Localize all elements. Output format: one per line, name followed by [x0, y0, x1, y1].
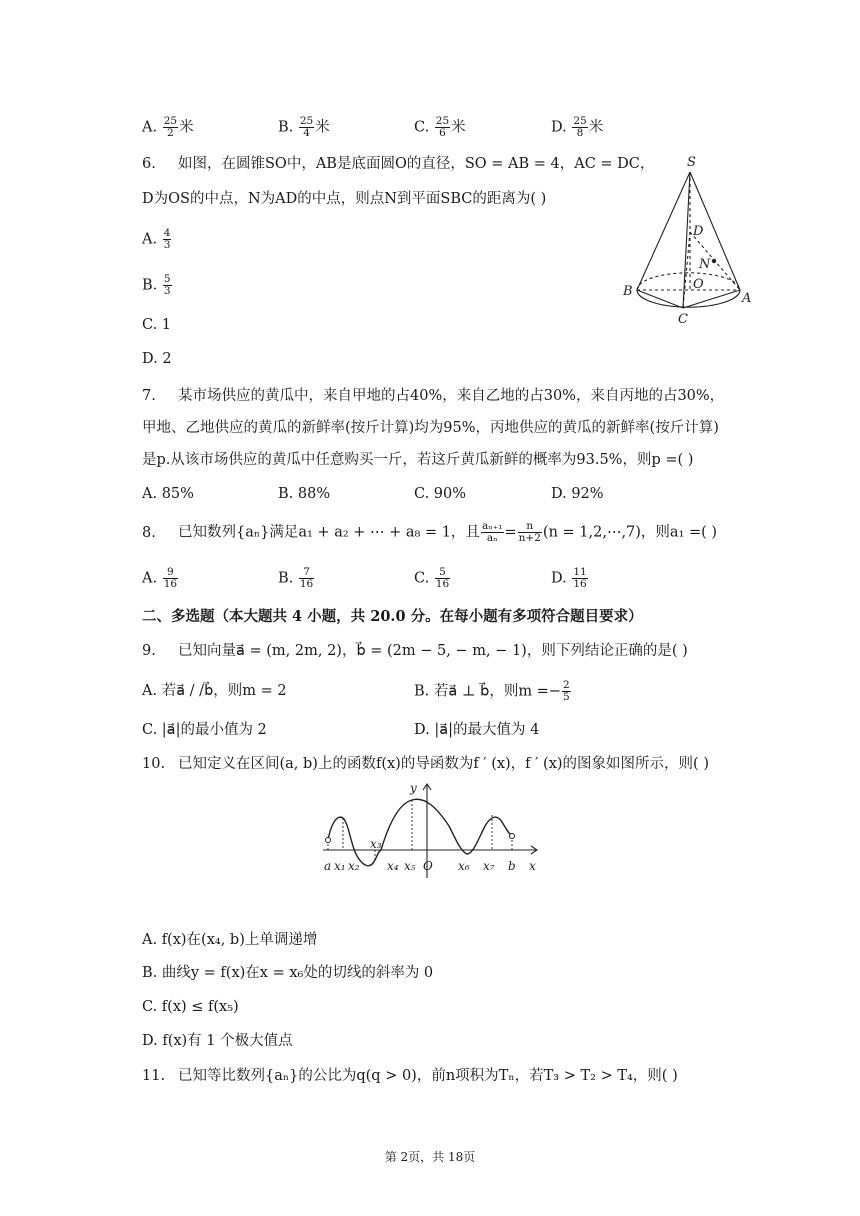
- q6-option-b: B. $\frac{5}{3}$: [142, 273, 171, 297]
- label-o: O: [423, 859, 433, 873]
- q6-line1: 6. 如图，在圆锥SO中，AB是底面圆O的直径，SO = AB = 4，AC = DC，: [142, 156, 655, 172]
- q10-option-d: D. f(x)有 1 个极大值点: [142, 1033, 293, 1049]
- q8-option-c: C. $\frac{5}{16}$: [414, 566, 450, 590]
- label-x2: x₂: [348, 859, 360, 873]
- base-back: [637, 273, 740, 290]
- label-x3: x₃: [370, 837, 382, 851]
- label-a: A: [742, 291, 752, 306]
- q9-option-b: B. 若a⃗ ⊥ b⃗，则m =− $\frac{2}{5}$: [414, 679, 570, 703]
- q10-option-b: B. 曲线y = f(x)在x = x₆处的切线的斜率为 0: [142, 965, 434, 981]
- q9-stem: 9. 已知向量a⃗ = (m, 2m, 2)，b⃗ = (2m − 5, − m, − 1)，则下列结论正确的是( ): [142, 643, 688, 659]
- q8-stem: 8. 已知数列{aₙ}满足a₁ + a₂ + ⋯ + a₈ = 1，且 $\frac{\text{aₙ₊₁}}{\text{aₙ}}$ = $\frac{n}{n+2}$ (n = 1,2,⋯,7)，则a₁ =( ): [142, 520, 718, 544]
- label-n: N: [699, 257, 711, 272]
- q5-option-d: D. $\frac{25}{8}$ 米: [551, 115, 604, 139]
- q6-option-d: D. 2: [142, 351, 172, 367]
- label-x1: x₁: [334, 859, 346, 873]
- label-x: x: [529, 859, 536, 873]
- q9-option-a: A. 若a⃗ / /b⃗，则m = 2: [142, 683, 287, 699]
- q8-option-a: A. $\frac{9}{16}$: [142, 566, 178, 590]
- label-b: B: [623, 284, 633, 299]
- label-y: y: [410, 781, 417, 795]
- base-front: [637, 290, 740, 307]
- q8-option-d: D. $\frac{11}{16}$: [551, 566, 587, 590]
- q10-option-c: C. f(x) ≤ f(x₅): [142, 999, 239, 1015]
- label-s: S: [687, 155, 696, 170]
- q9-option-d: D. |a⃗|的最大值为 4: [414, 722, 540, 738]
- q5-option-a: A. $\frac{25}{2}$ 米: [142, 115, 194, 139]
- q5-option-c: C. $\frac{25}{6}$ 米: [414, 115, 466, 139]
- question-11: 11. 已知等比数列{aₙ}的公比为q(q > 0)，前n项积为Tₙ，若T₃ > T₂ > T₄，则( ): [142, 1068, 678, 1084]
- q7-option-c: C. 90%: [414, 486, 467, 502]
- label-c: C: [678, 312, 688, 325]
- q6-option-a: A. $\frac{4}{3}$: [142, 227, 171, 251]
- q9-option-c: C. |a⃗|的最小值为 2: [142, 722, 267, 738]
- cone-figure: [615, 150, 760, 325]
- q6-option-c: C. 1: [142, 317, 172, 333]
- label-a: a: [324, 859, 332, 873]
- fprime-curve: [328, 799, 512, 866]
- label-d: D: [693, 224, 704, 239]
- edge-sb: [637, 172, 690, 290]
- q7-line3: 是p.从该市场供应的黄瓜中任意购买一斤，若这斤黄瓜新鲜的概率为93.5%，则p =( ): [142, 452, 694, 468]
- point-n: [712, 259, 716, 263]
- q7-option-d: D. 92%: [551, 486, 604, 502]
- q7-option-b: B. 88%: [278, 486, 331, 502]
- q7-option-a: A. 85%: [142, 486, 194, 502]
- q10-stem: 10. 已知定义在区间(a, b)上的函数f(x)的导函数为f ′ (x)，f ′ (x)的图象如图所示，则( ): [142, 756, 709, 772]
- q10-option-a: A. f(x)在(x₄, b)上单调递增: [142, 932, 318, 948]
- q6-line2: D为OS的中点，N为AD的中点，则点N到平面SBC的距离为( ): [142, 191, 547, 207]
- page-footer: 第 2页，共 18页: [384, 1150, 476, 1164]
- label-x4: x₄: [387, 859, 399, 873]
- label-x6: x₆: [458, 859, 470, 873]
- label-o: O: [693, 277, 704, 292]
- q8-option-b: B. $\frac{7}{16}$: [278, 566, 314, 590]
- open-point-b: [510, 834, 515, 839]
- q5-option-b: B. $\frac{25}{4}$ 米: [278, 115, 330, 139]
- q7-line1: 7. 某市场供应的黄瓜中，来自甲地的占40%，来自乙地的占30%，来自丙地的占30%，: [142, 388, 725, 404]
- label-b: b: [508, 859, 516, 873]
- label-x7: x₇: [483, 859, 495, 873]
- label-x5: x₅: [404, 859, 416, 873]
- q7-line2: 甲地、乙地供应的黄瓜的新鲜率(按斤计算)均为95%，丙地供应的黄瓜的新鲜率(按斤计算): [142, 420, 719, 436]
- open-point-a: [326, 838, 331, 843]
- section-2-heading: 二、多选题（本大题共 4 小题，共 20.0 分。在每小题有多项符合题目要求）: [142, 608, 643, 625]
- derivative-graph: [315, 778, 545, 883]
